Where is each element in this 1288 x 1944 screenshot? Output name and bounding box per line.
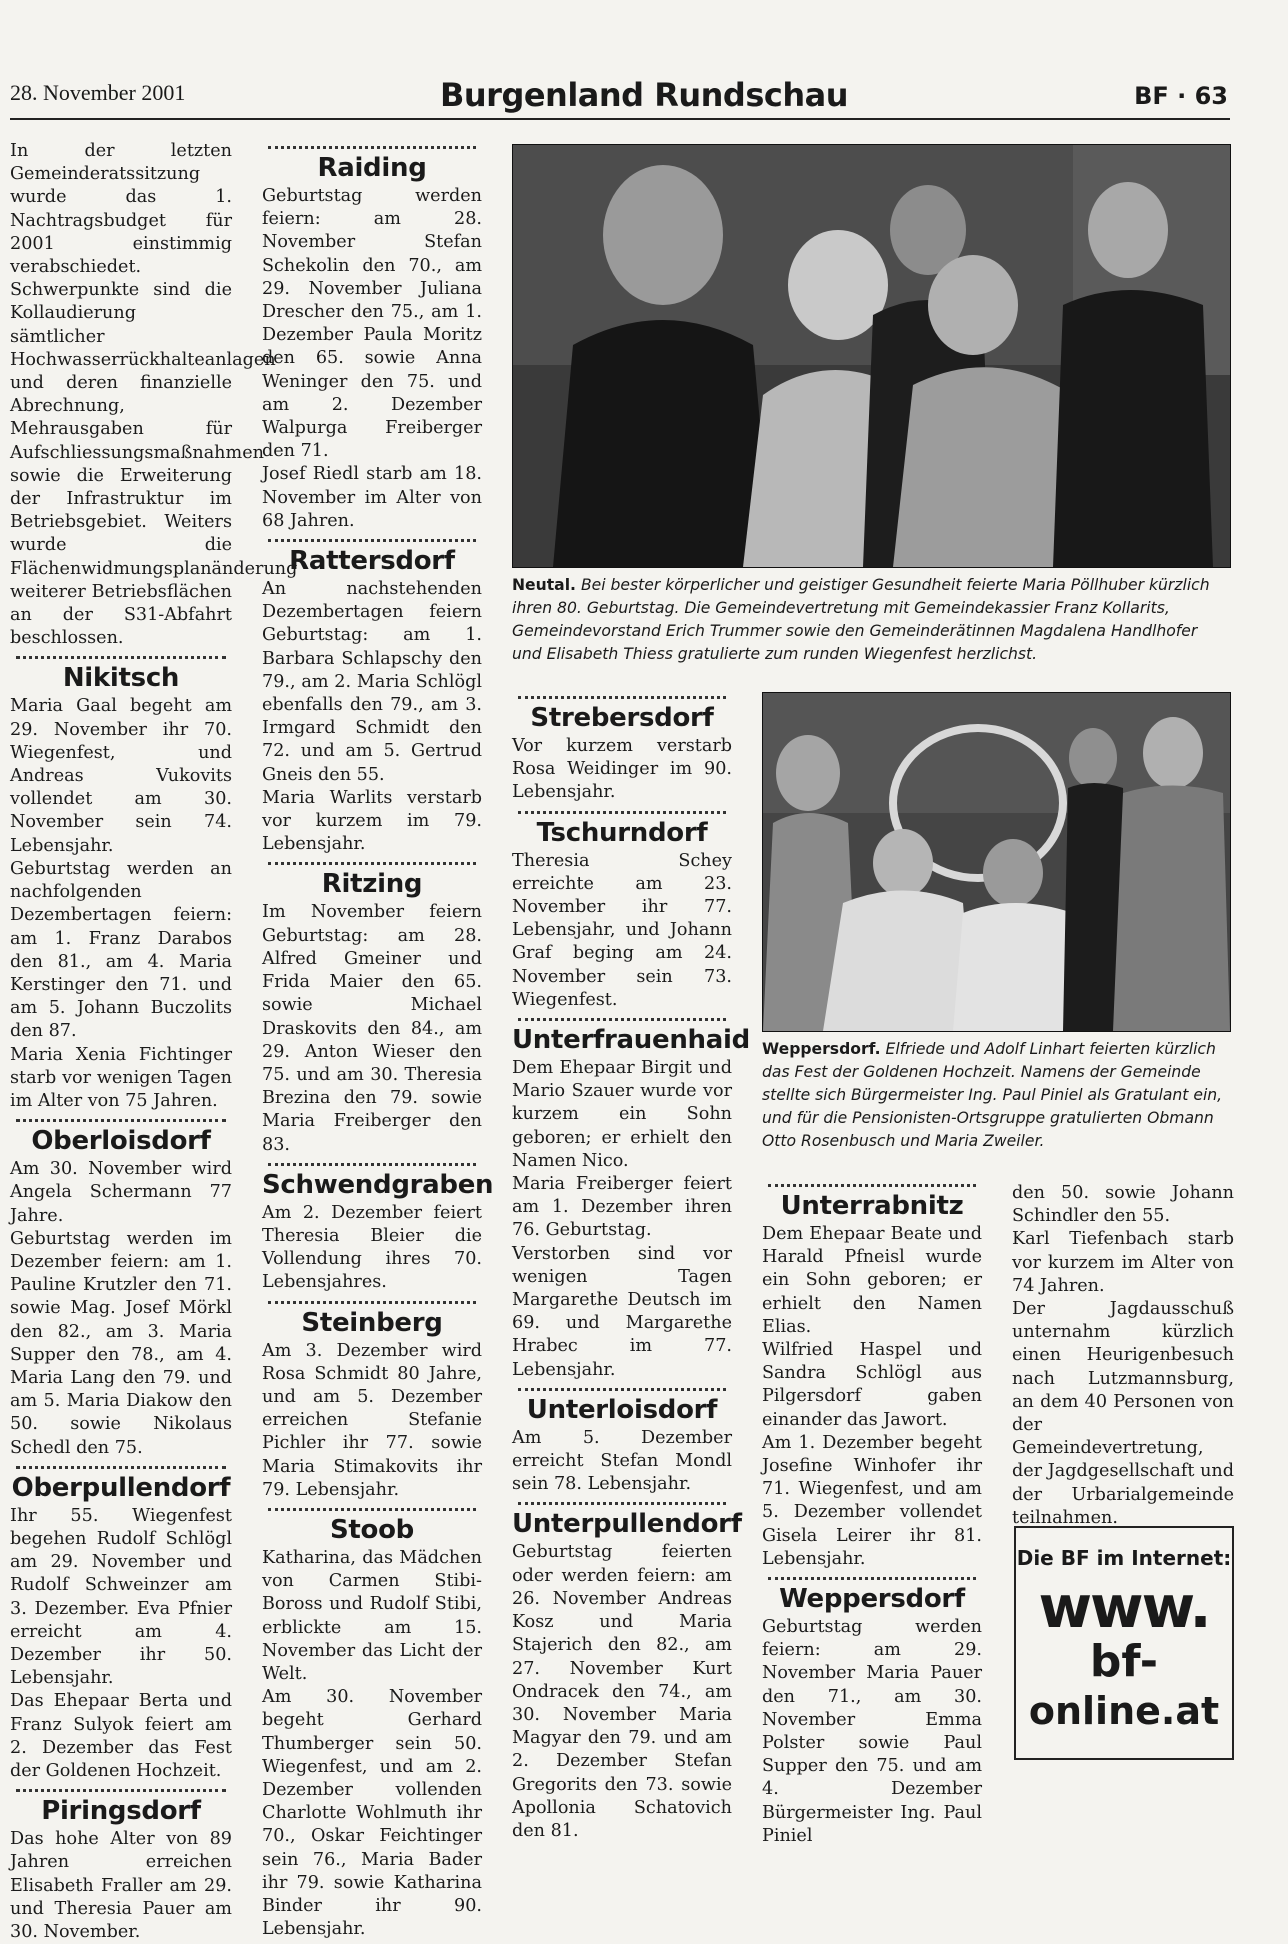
photo-weppersdorf-image	[763, 693, 1230, 1031]
heading-rattersdorf: Rattersdorf	[289, 546, 455, 577]
column-5	[1012, 1182, 1234, 1530]
unterpullendorf-text-1: Geburtstag feierten oder werden feiern: am 26. November Andreas Kosz und Maria Stajerich den 82., am 27. November Kurt Ondracek den 74., am 30. November Maria Magyar den 79. und am 2. Dezember Stefan Gregorits den 73. sowie Apollonia Schatovich den 81.	[512, 1542, 732, 1841]
page-number: BF · 63	[1134, 82, 1228, 110]
caption-weppersdorf-text: Elfriede und Adolf Linhart feierten kürzlich das Fest der Goldenen Hochzeit. Namens der Gemeinde stellte sich Bürgermeister Ing. Paul Piniel als Gratulant ein, und für die Pensionisten-Ortsgruppe gratulierten Obmann Otto Rosenbusch und Maria Zweiler.	[762, 1040, 1223, 1150]
heading-unterpullendorf: Unterpullendorf	[512, 1509, 742, 1540]
heading-schwendgraben: Schwendgraben	[262, 1169, 494, 1200]
ad-url-line-3: online.at	[1028, 1689, 1220, 1733]
ad-url-line-2: bf-	[1089, 1636, 1159, 1687]
divider	[268, 1508, 476, 1511]
divider	[16, 1789, 226, 1792]
raiding-text-2: Josef Riedl starb am 18. November im Alter von 68 Jahren.	[262, 464, 482, 531]
divider	[268, 146, 476, 149]
column-4	[762, 1174, 982, 1848]
weppersdorf-continued-2: Karl Tiefenbach starb vor kurzem im Alter von 74 Jahren.	[1012, 1229, 1234, 1296]
divider	[768, 1184, 976, 1187]
divider	[768, 1577, 976, 1580]
nikitsch-text-1: Maria Gaal begeht am 29. November ihr 70. Wiegenfest, und Andreas Vukovits vollendet am 30. November sein 74. Lebensjahr.	[10, 696, 232, 856]
ritzing-text-1: Im November feiern Geburtstag: am 28. Alfred Gmeiner und Frida Maier den 65. sowie Michael Draskovits den 84., am 29. Anton Wieser den 75. und am 30. Theresia Brezina den 79. sowie Maria Freiberger den 83.	[262, 902, 482, 1155]
intro-article: In der letzten Gemeinderatssitzung wurde das 1. Nachtragsbudget für 2001 einstimmig verabschiedet. Schwerpunkte sind die Kollaudierung sämtlicher Hochwasserrückhalteanlagen und deren finanzielle Abrechnung, Mehrausgaben für Aufschliessungsmaßnahmen sowie die Erweiterung der Infrastruktur im Betriebsgebiet. Weiters wurde die Flächenwidmungsplanänderung weiterer Betriebsflächen an der S31-Abfahrt beschlossen.	[10, 141, 298, 649]
column-2	[262, 140, 494, 1941]
unterfrauenhaid-text-1: Dem Ehepaar Birgit und Mario Szauer wurde vor kurzem ein Sohn geboren; er erhielt den Namen Nico.	[512, 1058, 732, 1171]
caption-neutal-place: Neutal.	[512, 576, 576, 594]
column-1	[10, 140, 298, 1944]
stoob-text-2: Am 30. November begeht Gerhard Thumberger sein 50. Wiegenfest, und am 2. Dezember vollenden Charlotte Wohlmuth ihr 70., Oskar Feichtinger sein 76., Maria Bader ihr 79. sowie Katharina Binder ihr 90. Lebensjahr.	[262, 1687, 482, 1940]
heading-unterfrauenhaid: Unterfrauenhaid	[512, 1025, 750, 1056]
rattersdorf-text-1: An nachstehenden Dezembertagen feiern Geburtstag: am 1. Barbara Schlapschy den 79., am 2. Maria Schlögl ebenfalls den 79., am 3. Irmgard Schmidt den 72. und am 5. Gertrud Gneis den 55.	[262, 579, 482, 785]
divider	[518, 1388, 726, 1391]
heading-oberloisdorf: Oberloisdorf	[31, 1126, 211, 1157]
heading-nikitsch: Nikitsch	[62, 663, 180, 694]
caption-neutal	[512, 574, 1229, 666]
weppersdorf-continued-1: den 50. sowie Johann Schindler den 55.	[1012, 1183, 1234, 1227]
rattersdorf-text-2: Maria Warlits verstarb vor kurzem im 79. Lebensjahr.	[262, 787, 482, 855]
oberloisdorf-text-1: Am 30. November wird Angela Schermann 77 Jahre.	[10, 1159, 232, 1226]
caption-weppersdorf	[762, 1038, 1229, 1153]
unterfrauenhaid-text-3: Verstorben sind vor wenigen Tagen Margarethe Deutsch im 69. und Margarethe Hrabec im 77. Lebensjahr.	[512, 1243, 732, 1380]
header-rule	[10, 118, 1230, 120]
heading-oberpullendorf: Oberpullendorf	[11, 1472, 231, 1503]
heading-strebersdorf: Strebersdorf	[530, 703, 714, 733]
divider	[518, 1018, 726, 1021]
unterrabnitz-text-1: Dem Ehepaar Beate und Harald Pfneisl wurde ein Sohn geboren; er erhielt den Namen Elias.	[762, 1224, 982, 1337]
stoob-text-1: Katharina, das Mädchen von Carmen Stibi-Boross und Rudolf Stibi, erblickte am 15. November das Licht der Welt.	[262, 1547, 482, 1684]
strebersdorf-text-1: Vor kurzem verstarb Rosa Weidinger im 90. Lebensjahr.	[512, 736, 732, 803]
heading-steinberg: Steinberg	[301, 1307, 443, 1338]
divider	[268, 862, 476, 865]
divider	[16, 1119, 226, 1122]
schwendgraben-text-1: Am 2. Dezember feiert Theresia Bleier die Vollendung ihres 70. Lebensjahres.	[262, 1202, 482, 1293]
unterfrauenhaid-text-2: Maria Freiberger feiert am 1. Dezember ihren 76. Geburtstag.	[512, 1174, 732, 1241]
internet-ad-box	[1014, 1526, 1234, 1760]
divider	[518, 811, 726, 814]
divider	[518, 1502, 726, 1505]
unterloisdorf-text-1: Am 5. Dezember erreicht Stefan Mondl sein 78. Lebensjahr.	[512, 1427, 732, 1495]
heading-unterloisdorf: Unterloisdorf	[526, 1394, 718, 1425]
nikitsch-text-2: Geburtstag werden an nachfolgenden Dezembertagen feiern: am 1. Franz Darabos den 81., am 4. Maria Kerstinger den 71. und am 5. Johann Buczolits den 87.	[10, 858, 232, 1042]
heading-ritzing: Ritzing	[321, 869, 423, 900]
tschurndorf-text-1: Theresia Schey erreichte am 23. November ihr 77. Lebensjahr, und Johann Graf beging am 24. November sein 73. Wiegenfest.	[512, 850, 732, 1010]
unterrabnitz-text-3: Am 1. Dezember begeht Josefine Winhofer ihr 71. Wiegenfest, und am 5. Dezember vollendet Gisela Leirer ihr 81. Lebensjahr.	[762, 1432, 982, 1569]
divider	[518, 696, 726, 699]
piringsdorf-text-1: Das hohe Alter von 89 Jahren erreichen Elisabeth Fraller am 29. und Theresia Pauer am 30. November.	[10, 1829, 232, 1943]
caption-weppersdorf-place: Weppersdorf.	[762, 1040, 881, 1058]
ad-headline: Die BF im Internet:	[1016, 1546, 1232, 1570]
divider	[16, 1466, 226, 1469]
divider	[268, 1163, 476, 1166]
issue-date: 28. November 2001	[10, 80, 186, 105]
oberloisdorf-text-2: Geburtstag werden im Dezember feiern: am 1. Pauline Krutzler den 71. sowie Mag. Josef Mörkl den 82., am 3. Maria Supper den 78., am 4. Maria Lang den 79. und am 5. Maria Diakow den 50. sowie Nikolaus Schedl den 75.	[10, 1228, 232, 1458]
heading-unterrabnitz: Unterrabnitz	[780, 1191, 964, 1221]
caption-neutal-text: Bei bester körperlicher und geistiger Gesundheit feierte Maria Pöllhuber kürzlich ihren 80. Geburtstag. Die Gemeindevertretung mit Gemeindekassier Franz Kollarits, Gemeindevorstand Erich Trummer sowie den Gemeinderätinnen Magdalena Handlhofer und Elisabeth Thiess gratulierte zum runden Wiegenfest herzlichst.	[512, 576, 1210, 663]
nikitsch-text-3: Maria Xenia Fichtinger starb vor wenigen Tagen im Alter von 75 Jahren.	[10, 1044, 232, 1111]
newspaper-section-title: Burgenland Rundschau	[439, 76, 848, 114]
oberpullendorf-text-2: Das Ehepaar Berta und Franz Sulyok feiert am 2. Dezember das Fest der Goldenen Hochzeit.	[10, 1691, 232, 1781]
divider	[268, 1301, 476, 1304]
divider	[268, 539, 476, 542]
heading-raiding: Raiding	[317, 153, 427, 183]
unterrabnitz-text-2: Wilfried Haspel und Sandra Schlögl aus Pilgersdorf gaben einander das Jawort.	[762, 1340, 982, 1430]
steinberg-text-1: Am 3. Dezember wird Rosa Schmidt 80 Jahre, und am 5. Dezember erreichen Stefanie Pichler ihr 77. sowie Maria Stimakovits ihr 79. Lebensjahr.	[262, 1340, 482, 1500]
photo-weppersdorf-couple	[762, 692, 1231, 1032]
heading-piringsdorf: Piringsdorf	[41, 1796, 201, 1827]
heading-tschurndorf: Tschurndorf	[536, 817, 708, 848]
heading-weppersdorf: Weppersdorf	[779, 1584, 965, 1615]
ad-url-line-1: www.	[1038, 1573, 1210, 1641]
weppersdorf-text-1: Geburtstag werden feiern: am 29. November Maria Pauer den 71., am 30. November Emma Polster sowie Paul Supper den 75. und am 4. Dezember Bürgermeister Ing. Paul Piniel	[762, 1617, 982, 1846]
photo-neutal-image	[513, 145, 1230, 567]
weppersdorf-continued-3: Der Jagdausschuß unternahm kürzlich einen Heurigenbesuch nach Lutzmannsburg, an dem 40 Personen von der Gemeindevertretung, der Jagdgesellschaft und der Urbarialgemeinde teilnahmen.	[1012, 1299, 1234, 1528]
oberpullendorf-text-1: Ihr 55. Wiegenfest begehen Rudolf Schlögl am 29. November und Rudolf Schweinzer am 3. Dezember. Eva Pfnier erreicht am 4. Dezember ihr 50. Lebensjahr.	[10, 1505, 232, 1689]
column-3	[512, 684, 750, 1843]
divider	[16, 656, 226, 659]
photo-neutal-group	[512, 144, 1231, 568]
heading-stoob: Stoob	[330, 1514, 414, 1545]
raiding-text-1: Geburtstag werden feiern: am 28. November Stefan Schekolin den 70., am 29. November Juliana Drescher den 75., am 1. Dezember Paula Moritz den 65. sowie Anna Weninger den 75. und am 2. Dezember Walpurga Freiberger den 71.	[262, 186, 482, 462]
